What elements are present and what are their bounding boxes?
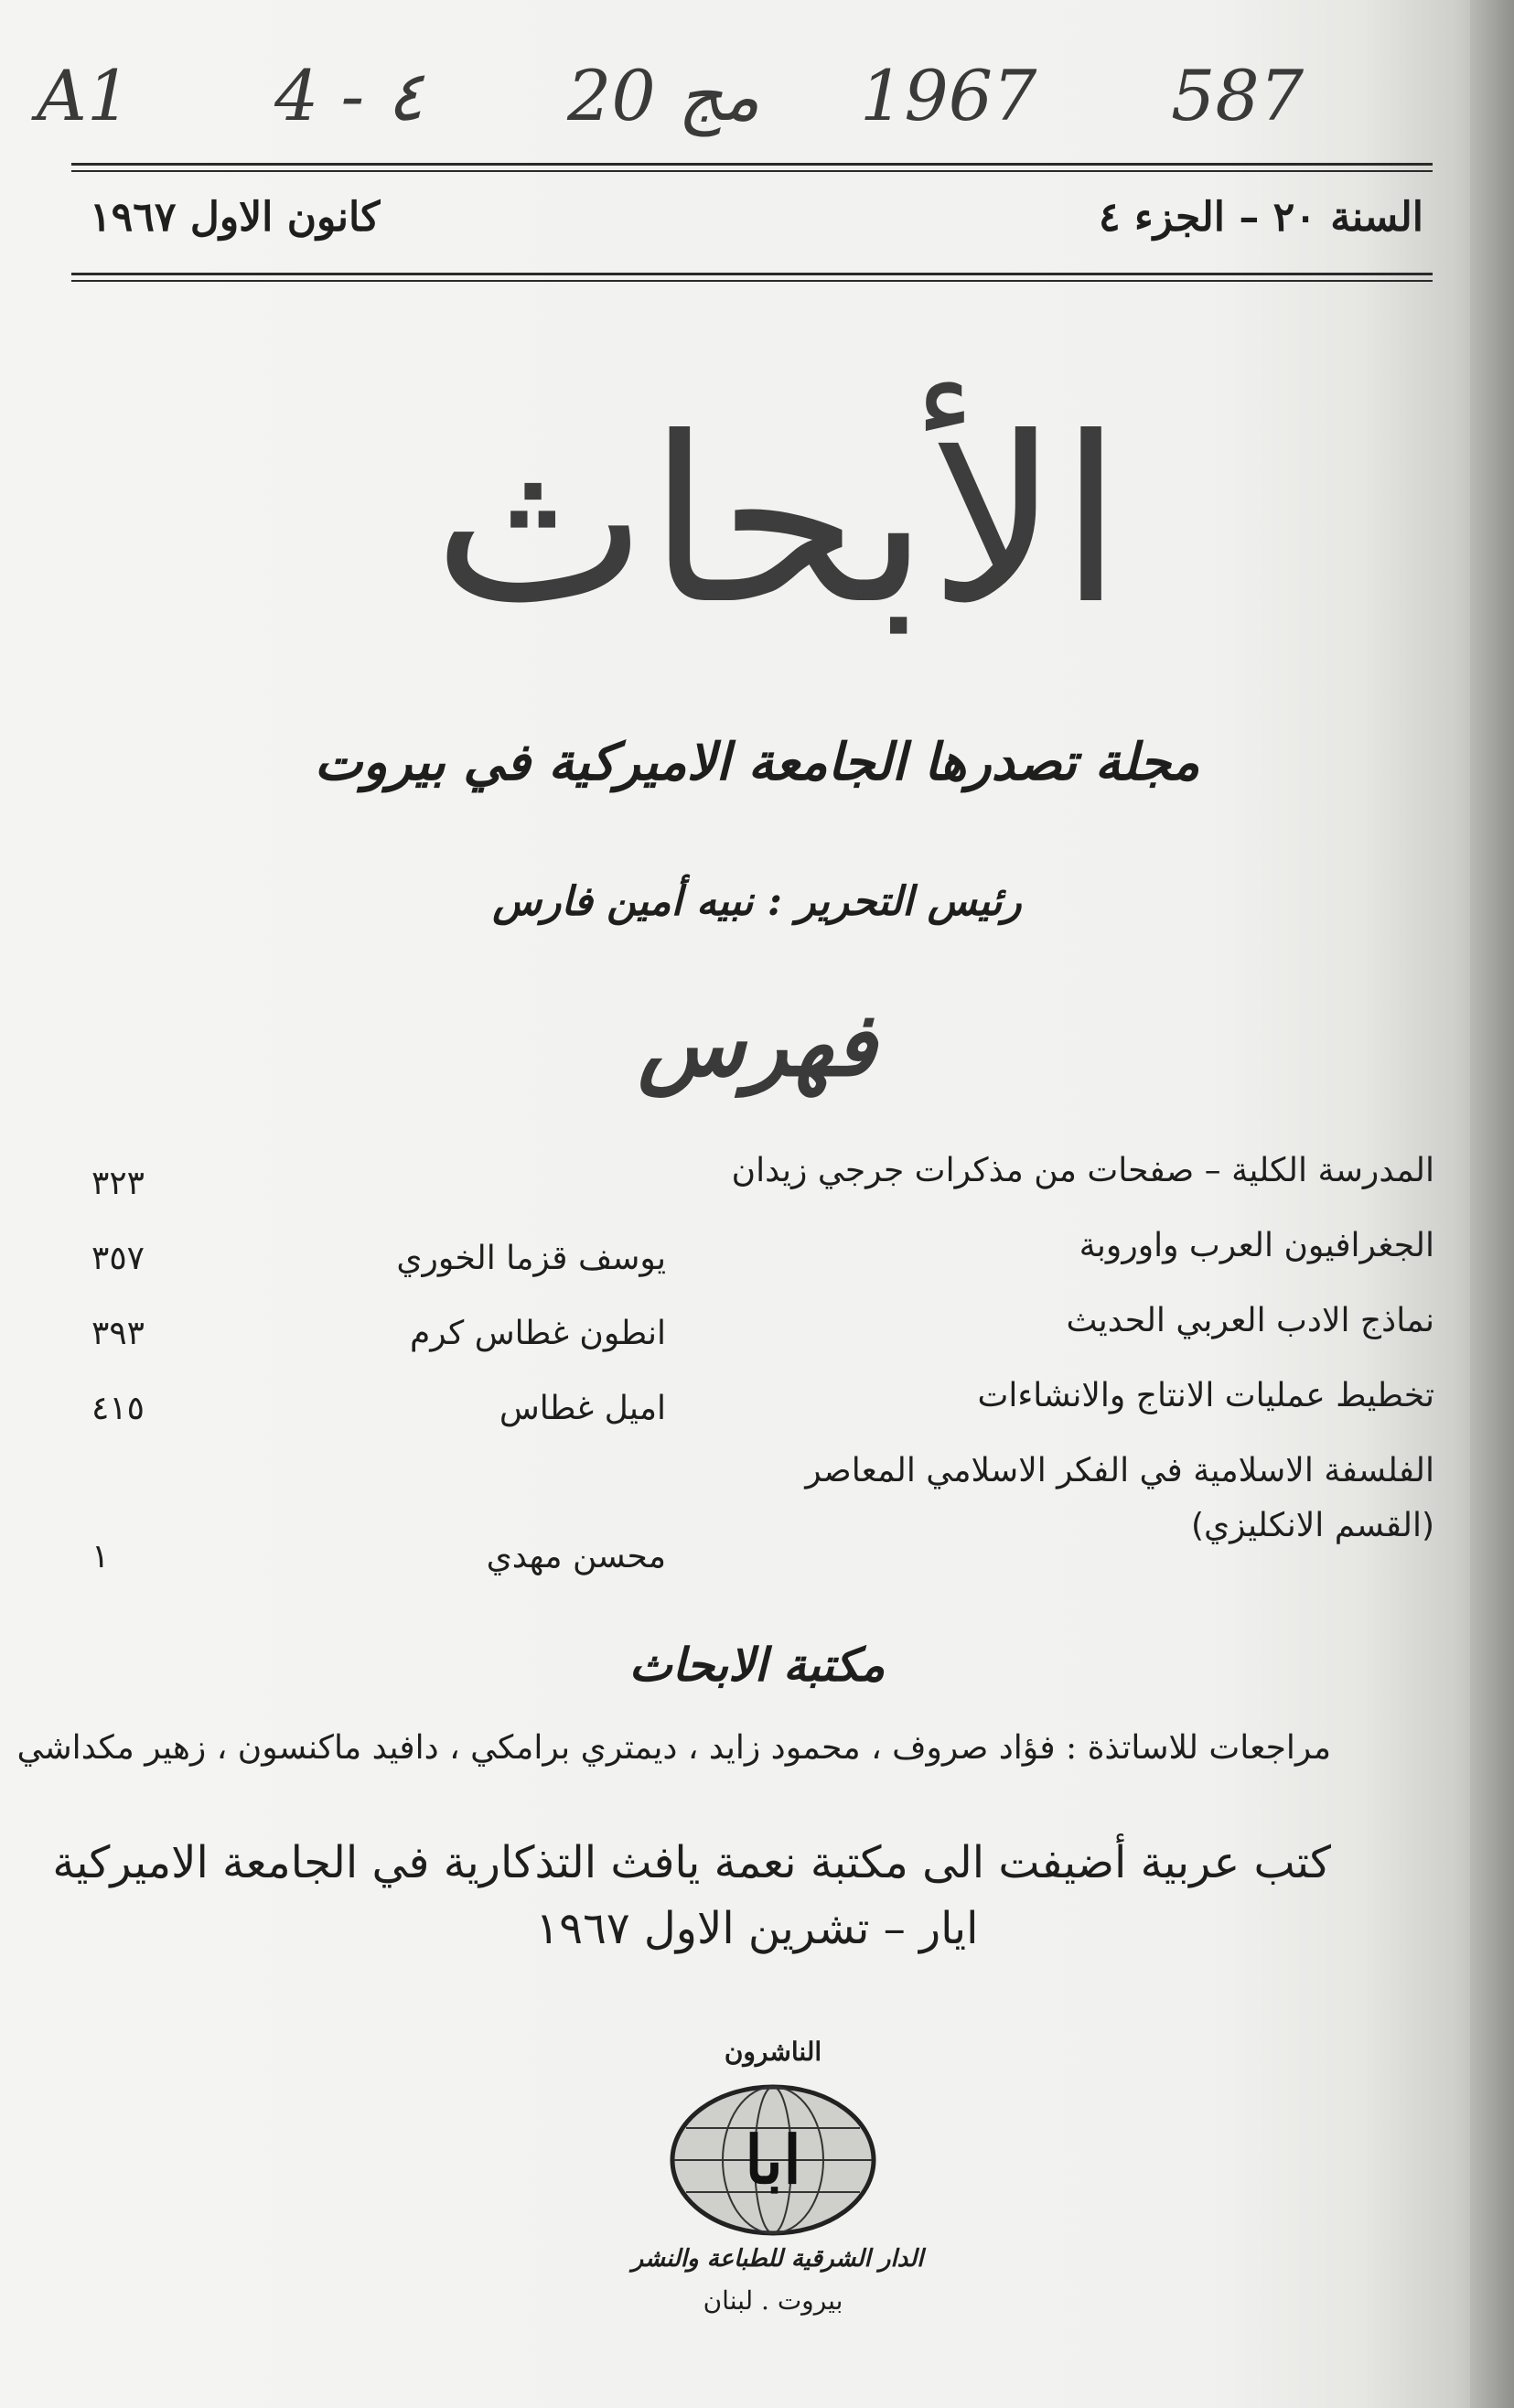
books-line-1: كتب عربية أضيفت الى مكتبة نعمة يافث التذكارية في الجامعة الاميركية	[52, 1837, 1331, 1888]
journal-title: الأبحاث	[432, 388, 1123, 654]
publisher-label: الناشرون	[724, 2037, 822, 2067]
issue-date: كانون الاول ١٩٦٧	[90, 194, 381, 241]
toc-row	[71, 1369, 1434, 1444]
index-heading: فهرس	[638, 993, 876, 1096]
publisher-logo	[627, 2037, 924, 2338]
logo-letters: ابا	[745, 2121, 801, 2198]
toc-title: الجغرافيون العرب واوروبة	[1079, 1227, 1434, 1264]
toc-row	[71, 1219, 1434, 1294]
toc-author: محسن مهدي	[486, 1538, 666, 1575]
globe-icon	[663, 2073, 883, 2247]
hand-code: A1	[37, 55, 132, 136]
toc-author: انطون غطاس كرم	[409, 1315, 666, 1352]
toc-title: تخطيط عمليات الانتاج والانشاءات	[977, 1377, 1434, 1414]
mid-rule-thin	[71, 280, 1433, 282]
handwritten-annotation	[37, 37, 1336, 156]
toc-author: اميل غطاس	[499, 1390, 666, 1427]
toc-page: ٣٥٧	[91, 1240, 145, 1277]
issue-line	[71, 190, 1433, 254]
reviews-line: مراجعات للاساتذة : فؤاد صروف ، محمود زايد ، ديمتري برامكي ، دافيد ماكنسون ، زهير مكداشي	[16, 1729, 1331, 1767]
toc-author: يوسف قزما الخوري	[396, 1240, 666, 1277]
table-of-contents	[71, 1144, 1434, 1592]
top-rule	[71, 163, 1433, 166]
toc-page: ٤١٥	[91, 1390, 145, 1427]
book-spine	[1470, 0, 1514, 2408]
toc-title: المدرسة الكلية – صفحات من مذكرات جرجي زيدان	[731, 1152, 1434, 1189]
toc-page: ٣٩٣	[91, 1315, 145, 1352]
publisher-city: بيروت . لبنان	[703, 2285, 843, 2316]
toc-page: ٣٢٣	[91, 1165, 145, 1202]
books-line-2: ايار – تشرين الاول ١٩٦٧	[535, 1903, 979, 1954]
toc-title: الفلسفة الاسلامية في الفكر الاسلامي المعاصر	[805, 1452, 1434, 1489]
volume-issue: السنة ٢٠ – الجزء ٤	[1099, 194, 1423, 241]
toc-row	[71, 1144, 1434, 1219]
toc-title-note: (القسم الانكليزي)	[1190, 1507, 1434, 1544]
toc-page: ١	[91, 1538, 110, 1575]
library-heading: مكتبة الابحاث	[628, 1638, 886, 1692]
top-rule-thin	[71, 170, 1433, 172]
hand-year: 1967	[860, 55, 1037, 136]
toc-title: نماذج الادب العربي الحديث	[1066, 1302, 1434, 1339]
publisher-name: الدار الشرقية للطباعة والنشر	[631, 2245, 924, 2273]
mid-rule	[71, 273, 1433, 275]
hand-num: 4 - ٤	[274, 55, 424, 136]
toc-row	[71, 1294, 1434, 1369]
journal-subtitle: مجلة تصدرها الجامعة الاميركية في بيروت	[314, 732, 1200, 792]
hand-vol: 20 مج	[567, 55, 760, 136]
editor-line: رئيس التحرير : نبيه أمين فارس	[492, 878, 1022, 925]
hand-id: 587	[1171, 55, 1305, 136]
toc-row	[71, 1444, 1434, 1592]
